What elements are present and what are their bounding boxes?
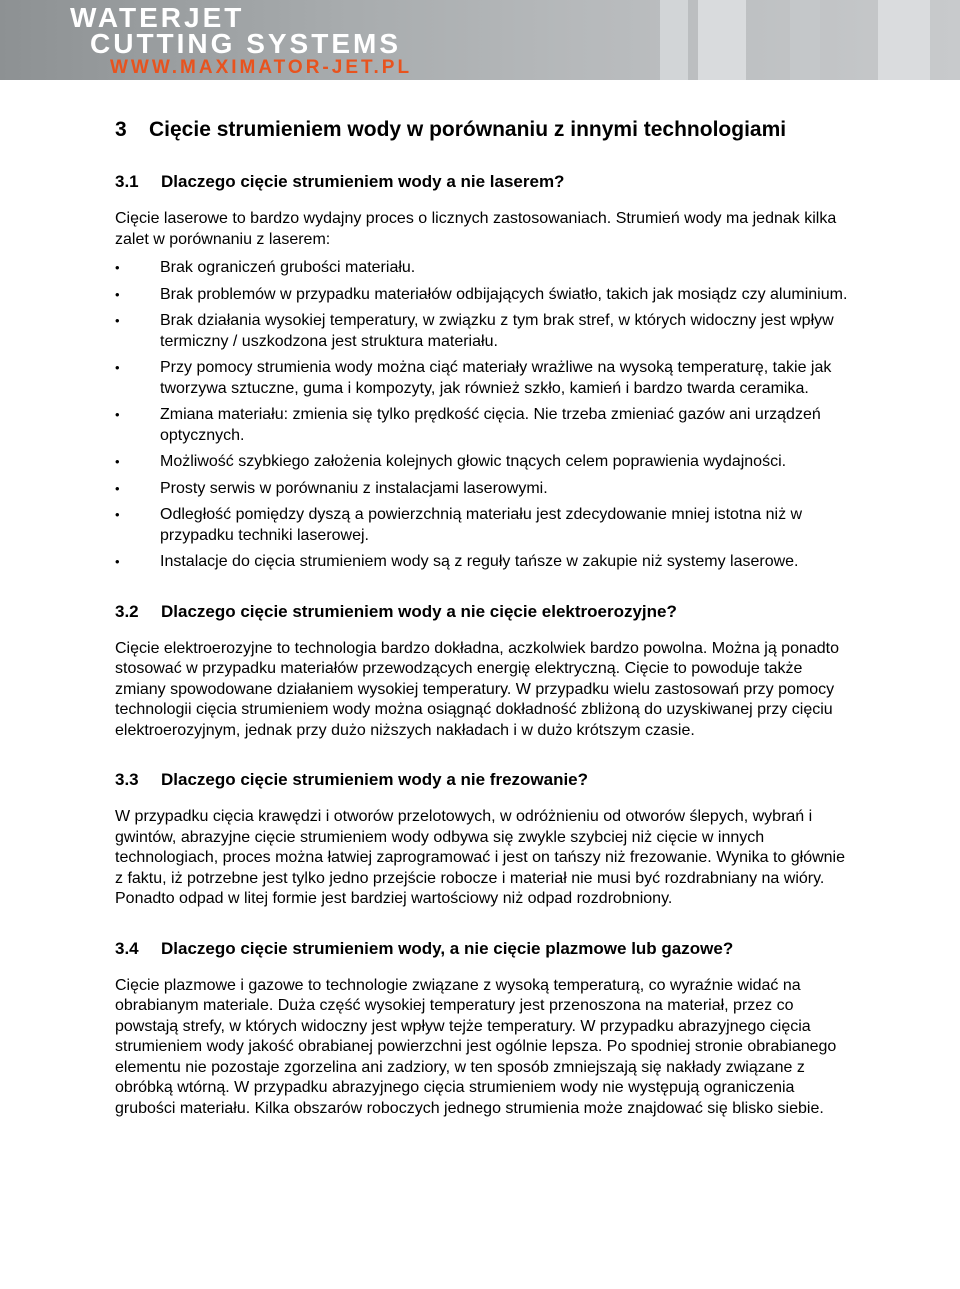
bullet-icon: •: [115, 507, 120, 522]
section-number: 3.4: [115, 938, 139, 958]
section-number: 3.2: [115, 601, 139, 621]
bullet-icon: •: [115, 260, 120, 275]
list-item: [115, 405, 850, 446]
banner-stripe: [698, 0, 746, 80]
list-item: [115, 258, 850, 279]
list-item: [115, 311, 850, 352]
list-item-text: Odległość pomiędzy dyszą a powierzchnią materiału jest zdecydowanie mniej istotna niż w przypadku techniki laserowej.: [160, 506, 803, 544]
chapter-number: 3: [115, 118, 127, 141]
chapter-title: Cięcie strumieniem wody w porównaniu z innymi technologiami: [149, 118, 787, 141]
list-item-text: Brak problemów w przypadku materiałów odbijających światło, takich jak mosiądz czy aluminium.: [160, 285, 848, 303]
section-3-1: [115, 171, 850, 573]
bullet-icon: •: [115, 454, 120, 469]
bullet-icon: •: [115, 480, 120, 496]
section-title: Dlaczego cięcie strumieniem wody, a nie cięcie plazmowe lub gazowe?: [161, 938, 734, 958]
section-paragraph: W przypadku cięcia krawędzi i otworów przelotowych, w odróżnieniu od otworów ślepych, wybrań i gwintów, abrazyjne cięcie strumieniem wody odbywa się zwykle szybciej niż cięcie w innych technologiach, proces można łatwiej zaprogramować i jest on tańszy niż frezowanie. Wynika to głównie z faktu, iż potrzebne jest tylko jedno przejście robocze i materiał nie musi być rozdrabniany na wióry. Ponadto odpad w litej formie jest bardziej wartościowy niż odpad rozdrobniony.: [115, 808, 845, 907]
banner-stripe: [790, 0, 820, 80]
header-banner: [0, 0, 960, 80]
list-item: [115, 479, 850, 500]
banner-url: WWW.MAXIMATOR-JET.PL: [110, 57, 413, 78]
bullet-icon: •: [115, 407, 120, 422]
banner-logo-line2: CUTTING SYSTEMS: [90, 28, 402, 59]
list-item-text: Instalacje do cięcia strumieniem wody są z reguły tańsze w zakupie niż systemy laserowe.: [160, 553, 799, 570]
section-number: 3.1: [115, 172, 139, 191]
list-item: [115, 285, 850, 306]
section-title: Dlaczego cięcie strumieniem wody a nie laserem?: [161, 172, 565, 191]
advantages-list: [115, 258, 850, 573]
bullet-icon: •: [115, 554, 120, 569]
list-item-text: Przy pomocy strumienia wody można ciąć materiały wrażliwe na wysoką temperaturę, takie jak tworzywa sztuczne, guma i kompozyty, jak również szkło, kamień i bardzo twarda ceramika.: [160, 359, 832, 397]
section-paragraph: Cięcie elektroerozyjne to technologia bardzo dokładna, aczkolwiek bardzo powolna. Można ją ponadto stosować w przypadku materiałów przewodzących energię elektryczną. Cięcie to powoduje także zmiany spowodowane działaniem wysokiej temperatury. W przypadku wielu zastosowań przy pomocy technologii cięcia strumieniem wody można osiągnąć dokładność zbliżoną do uzyskiwanej przy cięciu elektroerozyjnym, jednak przy dużo niższych nakładach i w dużo krótszym czasie.: [115, 639, 839, 739]
list-item: [115, 505, 850, 546]
bullet-icon: •: [115, 286, 120, 302]
document-body: [115, 117, 850, 1147]
section-intro: Cięcie laserowe to bardzo wydajny proces o licznych zastosowaniach. Strumień wody ma jednak kilka zalet w porównaniu z laserem:: [115, 210, 837, 248]
section-heading: [115, 601, 850, 623]
list-item-text: Brak ograniczeń grubości materiału.: [160, 259, 416, 276]
banner-stripe: [878, 0, 930, 80]
bullet-icon: •: [115, 313, 120, 328]
banner-logo-line1: WATERJET: [70, 2, 245, 33]
list-item-text: Brak działania wysokiej temperatury, w związku z tym brak stref, w których widoczny jest wpływ termiczny / uszkodzona jest struktura materiału.: [160, 312, 834, 350]
section-title: Dlaczego cięcie strumieniem wody a nie cięcie elektroerozyjne?: [161, 601, 677, 621]
section-title: Dlaczego cięcie strumieniem wody a nie frezowanie?: [161, 770, 589, 789]
section-heading: [115, 938, 850, 960]
list-item-text: Możliwość szybkiego założenia kolejnych głowic tnących celem poprawienia wydajności.: [160, 453, 787, 470]
section-3-2: [115, 601, 850, 742]
section-number: 3.3: [115, 770, 139, 789]
section-paragraph: Cięcie plazmowe i gazowe to technologie związane z wysoką temperaturą, co wyraźnie widać na obrabianym materiale. Duża część wysokiej temperatury jest przenoszona na materiał, przez co powstają strefy, w których widoczny jest wpływ tejże temperatury. W przypadku abrazyjnego cięcia strumieniem wody jakość obrabianej powierzchni jest ogólnie lepsza. Po spodniej stronie obrabianego elementu nie pozostaje zgorzelina ani zadziory, w ten sposób zmniejszają się nakłady związane z obróbką wtórną. W przypadku abrazyjnego cięcia strumieniem wody nie występują ograniczenia grubości materiału. Kilka obszarów roboczych jednego strumienia może znajdować się blisko siebie.: [115, 976, 837, 1117]
list-item: [115, 358, 850, 399]
bullet-icon: •: [115, 360, 120, 375]
section-3-4: [115, 938, 850, 1120]
list-item: [115, 452, 850, 473]
chapter-heading: [115, 117, 850, 143]
list-item: [115, 552, 850, 573]
section-3-3: [115, 769, 850, 910]
section-heading: [115, 171, 850, 193]
banner-stripe: [660, 0, 688, 80]
list-item-text: Prosty serwis w porównaniu z instalacjami laserowymi.: [160, 479, 548, 497]
section-heading: [115, 769, 850, 791]
list-item-text: Zmiana materiału: zmienia się tylko prędkość cięcia. Nie trzeba zmieniać gazów ani urządzeń optycznych.: [160, 406, 821, 444]
